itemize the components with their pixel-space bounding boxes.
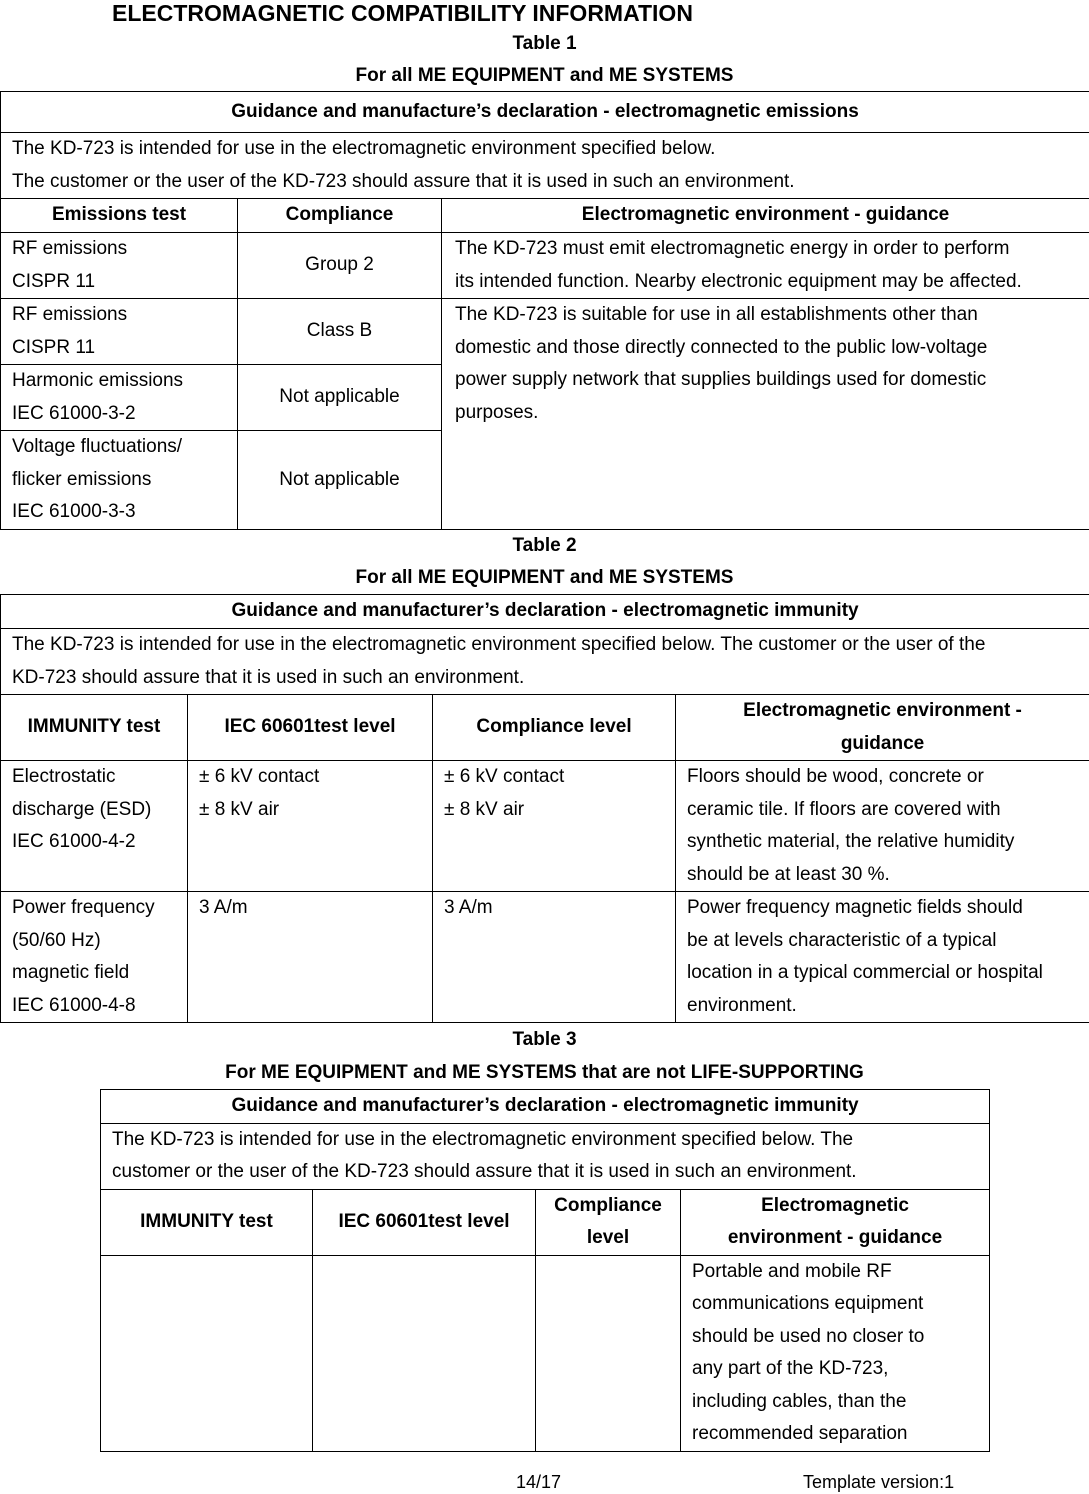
table2-row1-level: ± 6 kV contact ± 8 kV air	[188, 761, 433, 892]
table1-caption: Table 1	[512, 33, 577, 54]
table3-row1-level	[313, 1255, 536, 1451]
table2-col-compliance: Compliance level	[433, 695, 676, 761]
table2-subcaption: For all ME EQUIPMENT and ME SYSTEMS	[355, 567, 734, 588]
table2-row2-level: 3 A/m	[188, 892, 433, 1023]
table-row	[1, 892, 1089, 1023]
page-title: ELECTROMAGNETIC COMPATIBILITY INFORMATION	[112, 0, 693, 26]
table3-col-level: IEC 60601test level	[313, 1189, 536, 1255]
table1-row2-guidance: The KD-723 is suitable for use in all establishments other than domestic and those directly connected to the public low-voltage power supply network that supplies buildings used for domestic purposes.	[442, 299, 1089, 530]
table3-caption: Table 3	[512, 1029, 577, 1050]
table1-col-guidance: Electromagnetic environment - guidance	[442, 199, 1089, 233]
table2-col-level: IEC 60601test level	[188, 695, 433, 761]
table1-col-test: Emissions test	[1, 199, 238, 233]
table1-row3-compliance: Not applicable	[238, 365, 442, 431]
table2-col-guidance: Electromagnetic environment - guidance	[676, 695, 1089, 761]
table1-emissions	[0, 91, 1089, 530]
table1-row3-test: Harmonic emissions IEC 61000-3-2	[1, 365, 238, 431]
table1-row1-guidance: The KD-723 must emit electromagnetic energy in order to perform its intended function. Nearby electronic equipment may be affected.	[442, 233, 1089, 299]
table3-subcaption: For ME EQUIPMENT and ME SYSTEMS that are not LIFE-SUPPORTING	[225, 1062, 864, 1083]
table1-col-compliance: Compliance	[238, 199, 442, 233]
table3-intro: The KD-723 is intended for use in the electromagnetic environment specified below. The customer or the user of the KD-723 should assure that it is used in such an environment.	[101, 1123, 990, 1189]
table2-immunity	[0, 594, 1089, 1023]
table2-row1-compliance: ± 6 kV contact ± 8 kV air	[433, 761, 676, 892]
table1-row4-compliance: Not applicable	[238, 431, 442, 530]
table3-heading: Guidance and manufacturer’s declaration - electromagnetic immunity	[101, 1090, 990, 1124]
table3-col-guidance: Electromagnetic environment - guidance	[681, 1189, 990, 1255]
table2-caption: Table 2	[512, 535, 577, 556]
table1-row2-compliance: Class B	[238, 299, 442, 365]
table-row	[101, 1255, 990, 1451]
table-row	[1, 299, 1089, 365]
table2-row1-test: Electrostatic discharge (ESD) IEC 61000-4-2	[1, 761, 188, 892]
table2-col-test: IMMUNITY test	[1, 695, 188, 761]
table1-heading: Guidance and manufacture’s declaration - electromagnetic emissions	[1, 92, 1089, 133]
table2-heading: Guidance and manufacturer’s declaration - electromagnetic immunity	[1, 595, 1089, 629]
table1-row1-test: RF emissions CISPR 11	[1, 233, 238, 299]
table3-immunity	[100, 1089, 990, 1452]
table1-row2-test: RF emissions CISPR 11	[1, 299, 238, 365]
table1-row4-test: Voltage fluctuations/ flicker emissions IEC 61000-3-3	[1, 431, 238, 530]
table1-row1-compliance: Group 2	[238, 233, 442, 299]
table3-col-test: IMMUNITY test	[101, 1189, 313, 1255]
table-row	[1, 233, 1089, 299]
table2-intro: The KD-723 is intended for use in the electromagnetic environment specified below. The customer or the user of the KD-723 should assure that it is used in such an environment.	[1, 629, 1089, 695]
table2-row2-compliance: 3 A/m	[433, 892, 676, 1023]
table2-row1-guidance: Floors should be wood, concrete or ceramic tile. If floors are covered with synthetic material, the relative humidity should be at least 30 %.	[676, 761, 1089, 892]
table3-row1-guidance: Portable and mobile RF communications equipment should be used no closer to any part of the KD-723, including cables, than the recommended separation	[681, 1255, 990, 1451]
template-version: Template version:1	[803, 1472, 955, 1492]
table3-row1-compliance	[536, 1255, 681, 1451]
table1-subcaption: For all ME EQUIPMENT and ME SYSTEMS	[355, 65, 734, 86]
page-number: 14/17	[516, 1472, 562, 1492]
table2-row2-test: Power frequency (50/60 Hz) magnetic field IEC 61000-4-8	[1, 892, 188, 1023]
table1-intro: The KD-723 is intended for use in the electromagnetic environment specified below. The customer or the user of the KD-723 should assure that it is used in such an environment.	[1, 133, 1089, 199]
table-row	[1, 761, 1089, 892]
table3-col-compliance: Compliance level	[536, 1189, 681, 1255]
table2-row2-guidance: Power frequency magnetic fields should be at levels characteristic of a typical location in a typical commercial or hospital environment.	[676, 892, 1089, 1023]
table3-row1-test	[101, 1255, 313, 1451]
